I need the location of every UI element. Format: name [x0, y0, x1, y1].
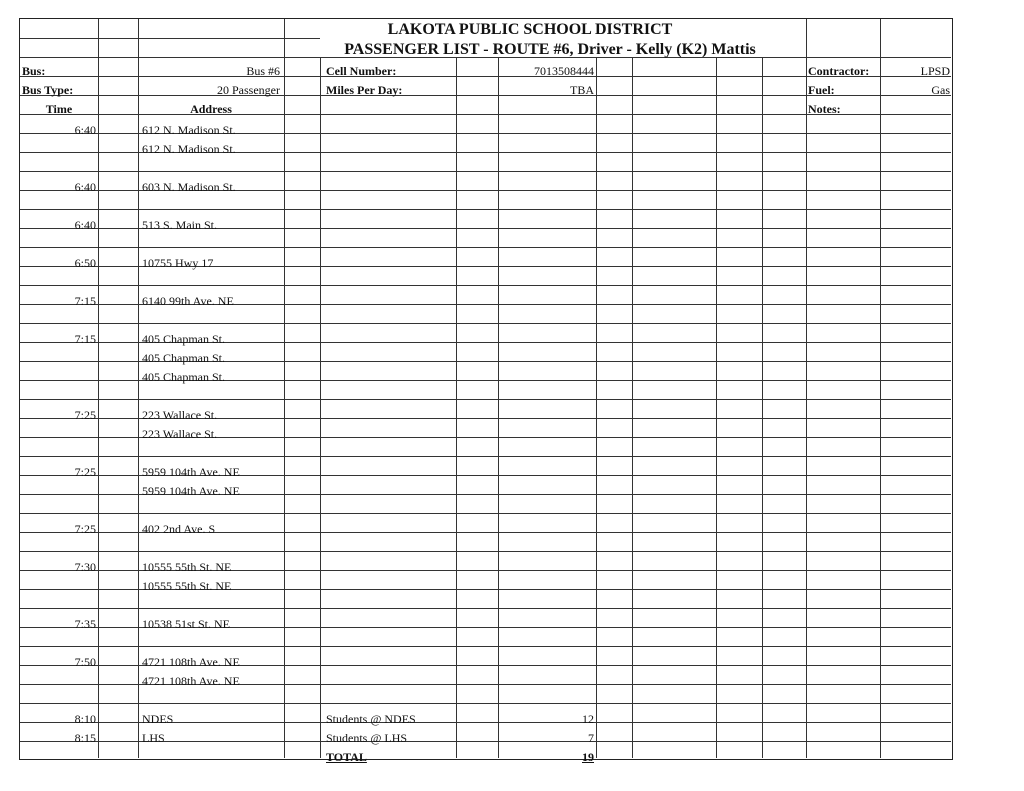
passenger-list-sheet — [19, 18, 953, 764]
stop-address: 5959 104th Ave. NE — [142, 465, 240, 479]
row-line — [20, 456, 951, 457]
row-line — [20, 703, 951, 704]
total-value: 19 — [582, 750, 594, 764]
stop-time: 6:50 — [74, 256, 96, 270]
stop-time: 7:30 — [74, 560, 96, 574]
bus-type-label: Bus Type: — [22, 83, 74, 97]
stop-time: 6:40 — [74, 123, 96, 137]
row-line — [20, 399, 951, 400]
district-title: LAKOTA PUBLIC SCHOOL DISTRICT — [387, 21, 673, 38]
column-line — [320, 57, 321, 758]
time-header: Time — [45, 102, 73, 116]
fuel-value: Gas — [931, 83, 950, 97]
stop-address: 513 S. Main St. — [142, 218, 218, 232]
students-count-value: 12 — [582, 712, 594, 726]
route-title: PASSENGER LIST - ROUTE #6, Driver - Kelly (K2) Mattis — [344, 41, 756, 58]
column-line — [716, 57, 717, 758]
stop-time: 7:50 — [74, 655, 96, 669]
column-line — [596, 57, 597, 758]
column-line — [880, 19, 881, 758]
stop-time: 8:15 — [74, 731, 96, 745]
column-line — [138, 19, 139, 758]
stop-address: 10755 Hwy 17 — [142, 256, 214, 270]
bus-type-value: 20 Passenger — [217, 83, 280, 97]
stop-time: 6:40 — [74, 180, 96, 194]
bus-value: Bus #6 — [246, 64, 280, 78]
stop-address: 402 2nd Ave. S — [142, 522, 216, 536]
total-label: TOTAL — [326, 750, 367, 764]
column-line — [284, 19, 285, 758]
students-count-label: Students @ LHS — [326, 731, 408, 745]
column-line — [98, 19, 99, 758]
stop-time: 7:25 — [74, 522, 96, 536]
column-line — [806, 19, 807, 758]
stop-time: 8:10 — [74, 712, 96, 726]
row-line — [20, 209, 951, 210]
stop-address: NDES — [142, 712, 174, 726]
stop-address: LHS — [142, 731, 165, 745]
notes-label: Notes: — [808, 102, 841, 116]
stop-address: 405 Chapman St. — [142, 351, 225, 365]
miles-per-day-label: Miles Per Day: — [326, 83, 403, 97]
stop-address: 10538 51st St. NE — [142, 617, 231, 631]
stop-address: 405 Chapman St. — [142, 332, 225, 346]
stop-address: 405 Chapman St. — [142, 370, 225, 384]
column-line — [456, 57, 457, 758]
row-line — [20, 551, 951, 552]
stop-time: 6:40 — [74, 218, 96, 232]
column-line — [498, 57, 499, 758]
stop-address: 4721 108th Ave. NE — [142, 674, 240, 688]
stop-address: 6140 99th Ave. NE — [142, 294, 234, 308]
miles-per-day-value: TBA — [570, 83, 594, 97]
stop-address: 603 N. Madison St. — [142, 180, 236, 194]
row-line — [20, 38, 320, 39]
row-line — [20, 513, 951, 514]
column-line — [762, 57, 763, 758]
stop-address: 223 Wallace St. — [142, 408, 218, 422]
stop-address: 612 N. Madison St. — [142, 123, 236, 137]
contractor-label: Contractor: — [808, 64, 870, 78]
stop-address: 223 Wallace St. — [142, 427, 218, 441]
row-line — [20, 285, 951, 286]
cell-number-label: Cell Number: — [326, 64, 397, 78]
stop-time: 7:25 — [74, 408, 96, 422]
stop-time: 7:25 — [74, 465, 96, 479]
stop-address: 4721 108th Ave. NE — [142, 655, 240, 669]
contractor-value: LPSD — [920, 64, 950, 78]
row-line — [20, 171, 951, 172]
row-line — [20, 646, 951, 647]
fuel-label: Fuel: — [808, 83, 835, 97]
students-count-label: Students @ NDES — [326, 712, 416, 726]
stop-time: 7:35 — [74, 617, 96, 631]
bus-label: Bus: — [22, 64, 46, 78]
row-line — [20, 323, 951, 324]
stop-address: 10555 55th St. NE — [142, 579, 232, 593]
stop-address: 10555 55th St. NE — [142, 560, 232, 574]
column-line — [632, 57, 633, 758]
stop-time: 7:15 — [74, 332, 96, 346]
stop-address: 612 N. Madison St. — [142, 142, 236, 156]
address-header: Address — [190, 102, 232, 116]
row-line — [20, 608, 951, 609]
row-line — [20, 247, 951, 248]
stop-address: 5959 104th Ave. NE — [142, 484, 240, 498]
cell-number-value: 7013508444 — [534, 64, 594, 78]
students-count-value: 7 — [588, 731, 594, 745]
stop-time: 7:15 — [74, 294, 96, 308]
